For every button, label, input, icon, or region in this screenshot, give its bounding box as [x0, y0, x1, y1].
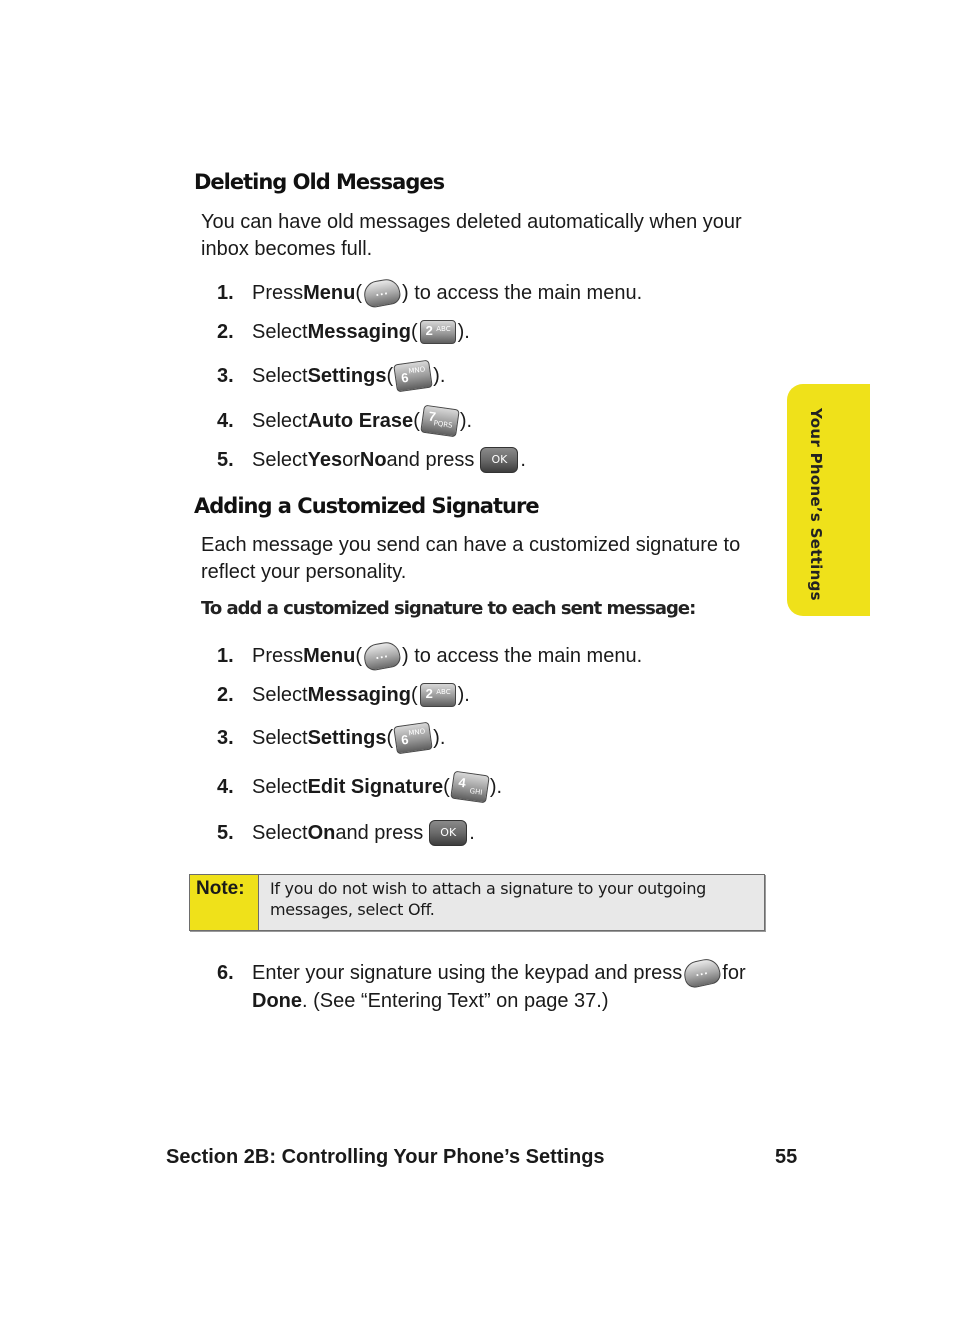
step-number: 3.: [217, 726, 234, 749]
step-text: ).: [457, 683, 470, 706]
step-number: 5.: [217, 448, 234, 471]
step-text: or: [342, 448, 360, 471]
step-number: 3.: [217, 364, 234, 387]
key-6-icon: 6 MNO: [393, 722, 433, 755]
step-number: 1.: [217, 644, 234, 667]
side-tab-label: Your Phone’s Settings: [807, 408, 825, 601]
step-term: On: [307, 821, 336, 844]
key-2-icon: 2 ABC: [420, 683, 456, 707]
note-label: Note:: [190, 875, 259, 930]
step-term: Messaging: [307, 683, 411, 706]
step-number: 2.: [217, 683, 234, 706]
step-term: Yes: [307, 448, 343, 471]
step-number: 6.: [217, 961, 234, 984]
footer-section-title: Section 2B: Controlling Your Phone’s Settings: [166, 1146, 605, 1168]
step-number: 4.: [217, 409, 234, 432]
page-number: 55: [775, 1146, 798, 1168]
step-text: ).: [433, 364, 446, 387]
list-item: [217, 361, 445, 391]
step-term: No: [359, 448, 387, 471]
step-text: Select: [252, 775, 308, 798]
list-item: [217, 772, 502, 802]
step-text: (: [386, 726, 394, 749]
step-term: Menu: [303, 281, 356, 304]
step-text: (: [386, 364, 394, 387]
list-item: [217, 680, 470, 710]
step-text: Select: [252, 726, 308, 749]
step-text: Press: [252, 281, 304, 304]
section-intro-signature: Each message you send can have a customized signature to reflect your personality.: [201, 534, 741, 583]
key-2-icon: 2 ABC: [420, 320, 456, 344]
step-number: 1.: [217, 281, 234, 304]
list-item: [217, 818, 475, 848]
step-number: 5.: [217, 821, 234, 844]
step-text: ) to access the main menu.: [402, 281, 643, 304]
step-text: ).: [459, 409, 473, 432]
step-text: ) to access the main menu.: [402, 644, 643, 667]
ok-key-icon: OK: [480, 447, 518, 473]
step-text: . (See “Entering Text” on page 37.): [302, 989, 609, 1012]
key-7-icon: 7 PQRS: [420, 405, 460, 438]
list-item: [217, 317, 470, 347]
step-text: Select: [252, 364, 308, 387]
step-text: .: [469, 821, 475, 844]
step-number: 4.: [217, 775, 234, 798]
section-heading-deleting: Deleting Old Messages: [194, 170, 445, 194]
list-item: [217, 445, 526, 475]
step-term: Done: [252, 989, 302, 1012]
step-text: (: [410, 320, 418, 343]
menu-key-icon: ...: [682, 957, 723, 990]
list-item: [217, 723, 445, 753]
step-text: (: [355, 644, 363, 667]
step-text: ).: [457, 320, 470, 343]
step-number: 2.: [217, 320, 234, 343]
note-text: If you do not wish to attach a signature to your outgoing messages, select Off.: [259, 875, 764, 930]
step-text: .: [520, 448, 526, 471]
step-text: ).: [489, 775, 503, 798]
step-text: (: [413, 409, 420, 432]
menu-key-icon: ...: [362, 640, 402, 672]
step-term: Messaging: [307, 320, 411, 343]
step-term: Menu: [303, 644, 356, 667]
step-text: ).: [433, 726, 446, 749]
step-text: (: [443, 775, 450, 798]
note-box: [189, 874, 765, 931]
list-item: [217, 406, 472, 436]
list-item: [217, 641, 642, 671]
step-text: Select: [252, 409, 308, 432]
step-text: and press: [335, 821, 424, 844]
step-text: Select: [252, 320, 308, 343]
section-intro-deleting: You can have old messages deleted automatically when your inbox becomes full.: [201, 211, 742, 260]
list-item: [217, 278, 642, 308]
step-term: Settings: [307, 726, 387, 749]
step-text: Press: [252, 644, 304, 667]
step-text: (: [355, 281, 363, 304]
step-text: for: [722, 961, 746, 984]
step-text: Select: [252, 821, 308, 844]
procedure-subheading: To add a customized signature to each sent message:: [201, 598, 696, 619]
list-item: [217, 958, 746, 988]
step-text: Select: [252, 448, 308, 471]
step-text: (: [410, 683, 418, 706]
step-term: Auto Erase: [307, 409, 414, 432]
step-term: Edit Signature: [307, 775, 444, 798]
ok-key-icon: OK: [429, 820, 467, 846]
step-text: Select: [252, 683, 308, 706]
step-text: Enter your signature using the keypad and press: [252, 961, 683, 984]
step-term: Settings: [307, 364, 387, 387]
key-4-icon: 4 GHI: [450, 771, 490, 804]
list-item-continuation: [252, 986, 608, 1016]
section-side-tab: [787, 384, 870, 616]
step-text: and press: [386, 448, 475, 471]
section-heading-signature: Adding a Customized Signature: [194, 494, 539, 518]
key-6-icon: 6 MNO: [393, 360, 433, 393]
menu-key-icon: ...: [362, 277, 402, 309]
